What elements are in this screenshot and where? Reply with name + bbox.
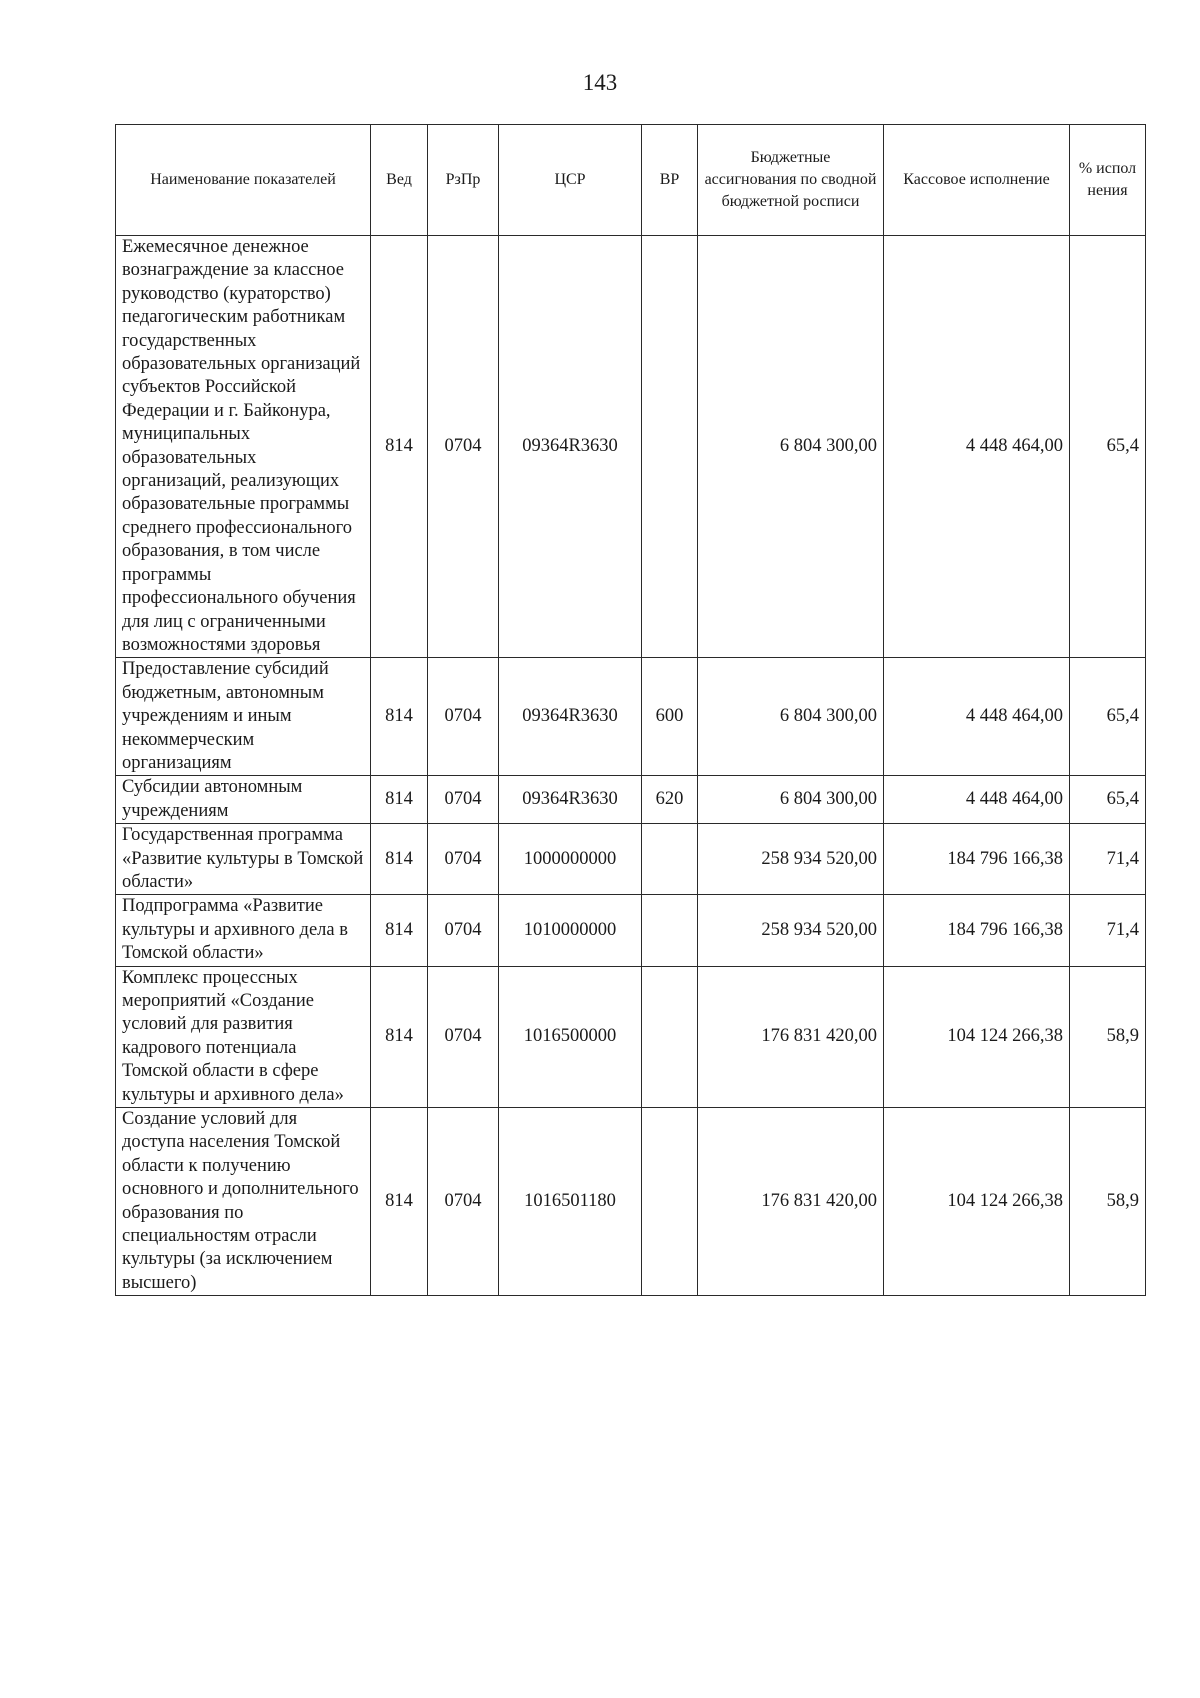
row-execution: 4 448 464,00 [884,658,1070,776]
row-execution: 104 124 266,38 [884,966,1070,1107]
row-name: Государственная программа «Развитие культуры в Томской области» [116,824,371,895]
row-csr: 1016501180 [499,1108,642,1296]
row-csr: 09364R3630 [499,776,642,824]
table-body [116,236,1146,1296]
table-row [116,1108,1146,1296]
row-name: Создание условий для доступа населения Томской области к получению основного и дополнительного образования по специальностям отрасли культуры (за исключением высшего) [116,1108,371,1296]
row-rzpr: 0704 [428,776,499,824]
header-execution: Кассовое исполнение [884,125,1070,236]
row-csr: 1010000000 [499,895,642,966]
row-allocations: 258 934 520,00 [698,895,884,966]
row-allocations: 6 804 300,00 [698,658,884,776]
row-ved: 814 [371,776,428,824]
row-ved: 814 [371,1108,428,1296]
row-ved: 814 [371,236,428,658]
row-allocations: 6 804 300,00 [698,776,884,824]
row-rzpr: 0704 [428,1108,499,1296]
header-row [116,125,1146,236]
row-vr [642,236,698,658]
row-vr: 600 [642,658,698,776]
table-row [116,776,1146,824]
header-rzpr: РзПр [428,125,499,236]
header-csr: ЦСР [499,125,642,236]
row-vr [642,824,698,895]
header-vr: ВР [642,125,698,236]
row-allocations: 258 934 520,00 [698,824,884,895]
table-row [116,824,1146,895]
row-ved: 814 [371,824,428,895]
row-allocations: 6 804 300,00 [698,236,884,658]
row-percent: 58,9 [1070,1108,1146,1296]
header-percent: % испол нения [1070,125,1146,236]
budget-table [115,124,1146,1296]
table-row [116,236,1146,658]
row-vr [642,966,698,1107]
row-name: Ежемесячное денежное вознаграждение за классное руководство (кураторство) педагогическим работникам государственных образовательных организаций субъектов Российской Федерации и г. Байконура, муниципальных образовательных организаций, реализующих образовательные программы среднего профессионального образования, в том числе программы профессионального обучения для лиц с ограниченными возможностями здоровья [116,236,371,658]
row-rzpr: 0704 [428,658,499,776]
row-csr: 09364R3630 [499,236,642,658]
table-row [116,966,1146,1107]
row-execution: 184 796 166,38 [884,824,1070,895]
row-execution: 4 448 464,00 [884,236,1070,658]
table-row [116,658,1146,776]
row-rzpr: 0704 [428,236,499,658]
row-csr: 1016500000 [499,966,642,1107]
row-ved: 814 [371,658,428,776]
header-allocations: Бюджетные ассигнования по сводной бюджетной росписи [698,125,884,236]
row-ved: 814 [371,966,428,1107]
row-name: Подпрограмма «Развитие культуры и архивного дела в Томской области» [116,895,371,966]
row-percent: 65,4 [1070,776,1146,824]
row-name: Комплекс процессных мероприятий «Создание условий для развития кадрового потенциала Томской области в сфере культуры и архивного дела» [116,966,371,1107]
row-rzpr: 0704 [428,895,499,966]
row-percent: 71,4 [1070,824,1146,895]
row-rzpr: 0704 [428,824,499,895]
header-name: Наименование показателей [116,125,371,236]
row-name: Предоставление субсидий бюджетным, автономным учреждениям и иным некоммерческим организациям [116,658,371,776]
row-csr: 1000000000 [499,824,642,895]
row-ved: 814 [371,895,428,966]
row-percent: 71,4 [1070,895,1146,966]
row-execution: 4 448 464,00 [884,776,1070,824]
row-percent: 58,9 [1070,966,1146,1107]
row-csr: 09364R3630 [499,658,642,776]
row-vr [642,895,698,966]
row-allocations: 176 831 420,00 [698,966,884,1107]
row-allocations: 176 831 420,00 [698,1108,884,1296]
row-name: Субсидии автономным учреждениям [116,776,371,824]
row-percent: 65,4 [1070,236,1146,658]
row-execution: 104 124 266,38 [884,1108,1070,1296]
page-number: 143 [582,70,618,95]
table-row [116,895,1146,966]
row-percent: 65,4 [1070,658,1146,776]
header-ved: Вед [371,125,428,236]
row-rzpr: 0704 [428,966,499,1107]
row-execution: 184 796 166,38 [884,895,1070,966]
row-vr [642,1108,698,1296]
row-vr: 620 [642,776,698,824]
